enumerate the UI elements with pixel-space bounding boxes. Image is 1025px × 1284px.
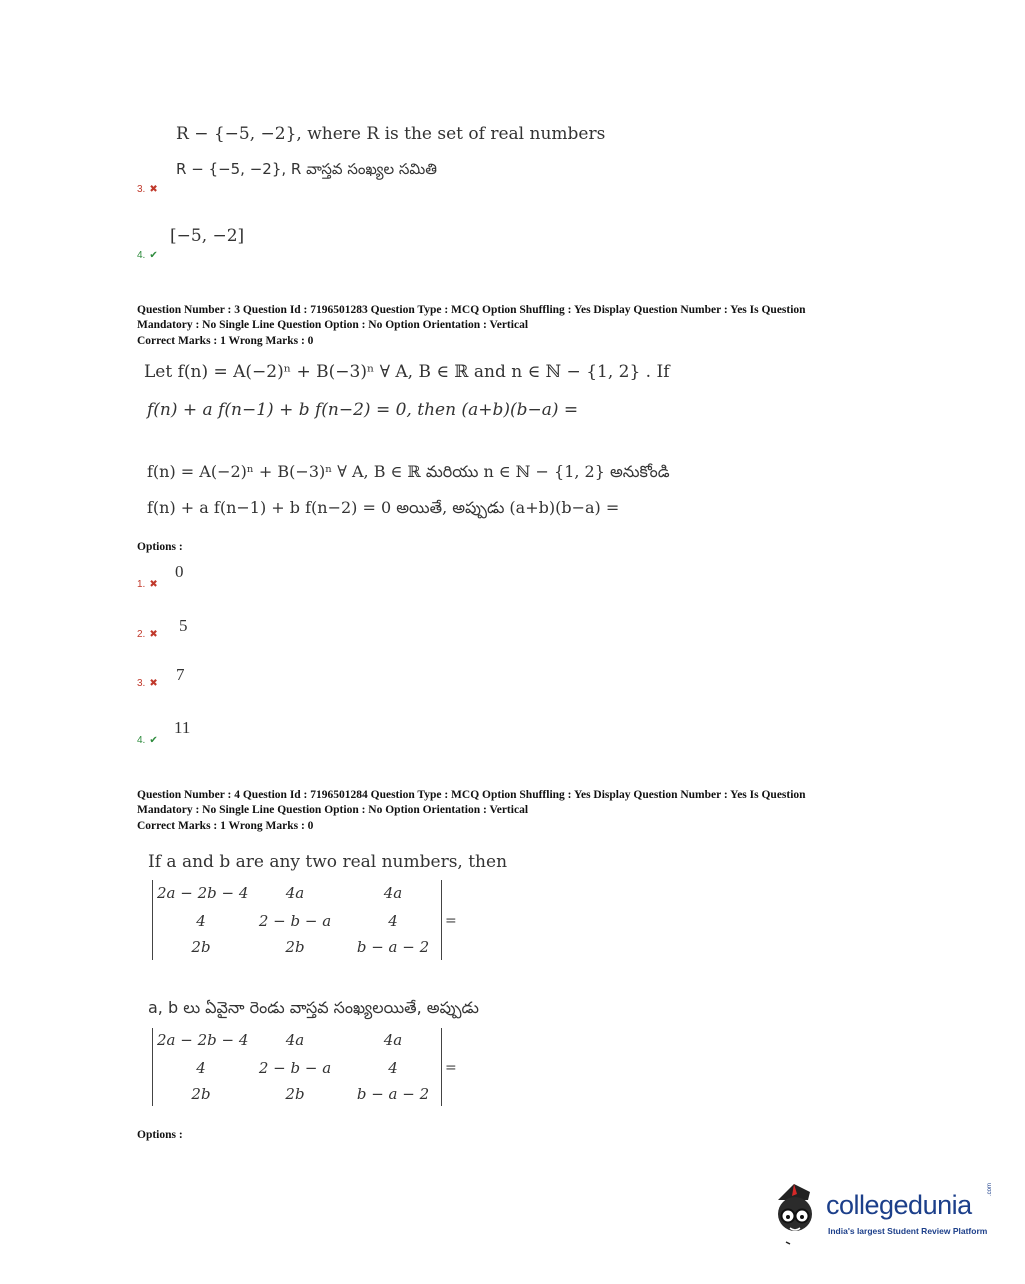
matrix-cell: 2b [285,938,305,956]
q3-telugu-line2: f(n) + a f(n−1) + b f(n−2) = 0 అయితే, అప్పుడు (a+b)(b−a) = [147,498,620,517]
q3-english-line2: f(n) + a f(n−1) + b f(n−2) = 0, then (a+b)(b−a) = [147,400,579,420]
q4-meta-line1: Question Number : 4 Question Id : 7196501284 Question Type : MCQ Option Shuffling : Yes Display Question Number : Yes Is Question [137,789,806,801]
wrong-mark-icon: ✖ [149,678,158,689]
collegedunia-logo[interactable] [768,1178,998,1248]
q4-meta-line2: Mandatory : No Single Line Question Option : No Option Orientation : Vertical [137,804,529,816]
option-number: 3. [137,678,146,689]
matrix-cell: 4a [285,884,305,902]
q3-option3-number [137,678,158,689]
q3-option1-value: 0 [175,562,184,581]
matrix-cell: 4a [285,1031,305,1049]
matrix-cell: 4a [383,1031,403,1049]
option-number: 4. [137,250,146,261]
matrix-cell: 4 [196,1059,206,1077]
q4-equals-english: = [445,913,457,929]
q2-option3-telugu: R − {−5, −2}, R వాస్తవ సంఖ్యల సమితి [176,160,438,178]
matrix-cell: 2b [191,1085,211,1103]
matrix-row [153,938,441,960]
matrix-row [153,1085,441,1107]
q4-equals-telugu: = [445,1060,457,1076]
q4-determinant-telugu [152,1028,442,1106]
option-number: 1. [137,579,146,590]
q4-english-intro: If a and b are any two real numbers, then [148,852,508,872]
q3-meta-line2: Mandatory : No Single Line Question Option : No Option Orientation : Vertical [137,319,529,331]
brand-tld: .com [987,1182,993,1196]
wrong-mark-icon: ✖ [149,629,158,640]
matrix-cell: 2b [285,1085,305,1103]
matrix-cell: 2 − b − a [258,1059,332,1077]
matrix-cell: 4 [388,1059,398,1077]
q3-meta-line1: Question Number : 3 Question Id : 7196501283 Question Type : MCQ Option Shuffling : Yes Display Question Number : Yes Is Question [137,304,806,316]
option-number: 4. [137,735,146,746]
q2-option4-number [137,250,158,261]
matrix-cell: 2 − b − a [258,912,332,930]
q2-option3-number [137,184,158,195]
matrix-cell: 4a [383,884,403,902]
brand-tagline: India's largest Student Review Platform [828,1226,988,1236]
matrix-cell: 2b [191,938,211,956]
matrix-cell: b − a − 2 [356,938,430,956]
matrix-row [153,1031,441,1053]
option-number: 3. [137,184,146,195]
matrix-cell: 2a − 2b − 4 [157,884,249,902]
q3-options-label: Options : [137,541,183,553]
matrix-cell: b − a − 2 [356,1085,430,1103]
q3-option3-value: 7 [176,665,185,684]
matrix-cell: 4 [388,912,398,930]
q3-telugu-line1: f(n) = A(−2)ⁿ + B(−3)ⁿ ∀ A, B ∈ ℝ మరియు n ∈ ℕ − {1, 2} అనుకోండి [147,462,670,481]
wrong-mark-icon: ✖ [149,184,158,195]
q2-option3-english: R − {−5, −2}, where R is the set of real numbers [176,124,606,144]
q4-marks: Correct Marks : 1 Wrong Marks : 0 [137,820,314,832]
matrix-cell: 2a − 2b − 4 [157,1031,249,1049]
q3-option2-value: 5 [179,616,188,635]
matrix-row [153,912,441,934]
q4-determinant-english [152,880,442,960]
q3-option4-value: 11 [174,718,191,737]
q3-option4-number [137,735,158,746]
q4-options-label: Options : [137,1129,183,1141]
q3-marks: Correct Marks : 1 Wrong Marks : 0 [137,335,314,347]
q2-option4-value: [−5, −2] [170,226,245,246]
wrong-mark-icon: ✖ [149,579,158,590]
check-mark-icon: ✔ [149,250,158,261]
matrix-row [153,1059,441,1081]
q4-telugu-intro: a, b లు ఏవైనా రెండు వాస్తవ సంఖ్యలయితే, అప్పుడు [148,998,479,1017]
check-mark-icon: ✔ [149,735,158,746]
q3-meta [137,303,806,333]
q4-meta [137,788,806,818]
q3-option2-number [137,629,158,640]
q3-english-line1: Let f(n) = A(−2)ⁿ + B(−3)ⁿ ∀ A, B ∈ ℝ and n ∈ ℕ − {1, 2} . If [144,362,670,382]
student-mascot-icon [768,1178,826,1248]
brand-name: collegedunia [826,1190,972,1220]
option-number: 2. [137,629,146,640]
matrix-row [153,884,441,906]
matrix-cell: 4 [196,912,206,930]
q3-option1-number [137,579,158,590]
